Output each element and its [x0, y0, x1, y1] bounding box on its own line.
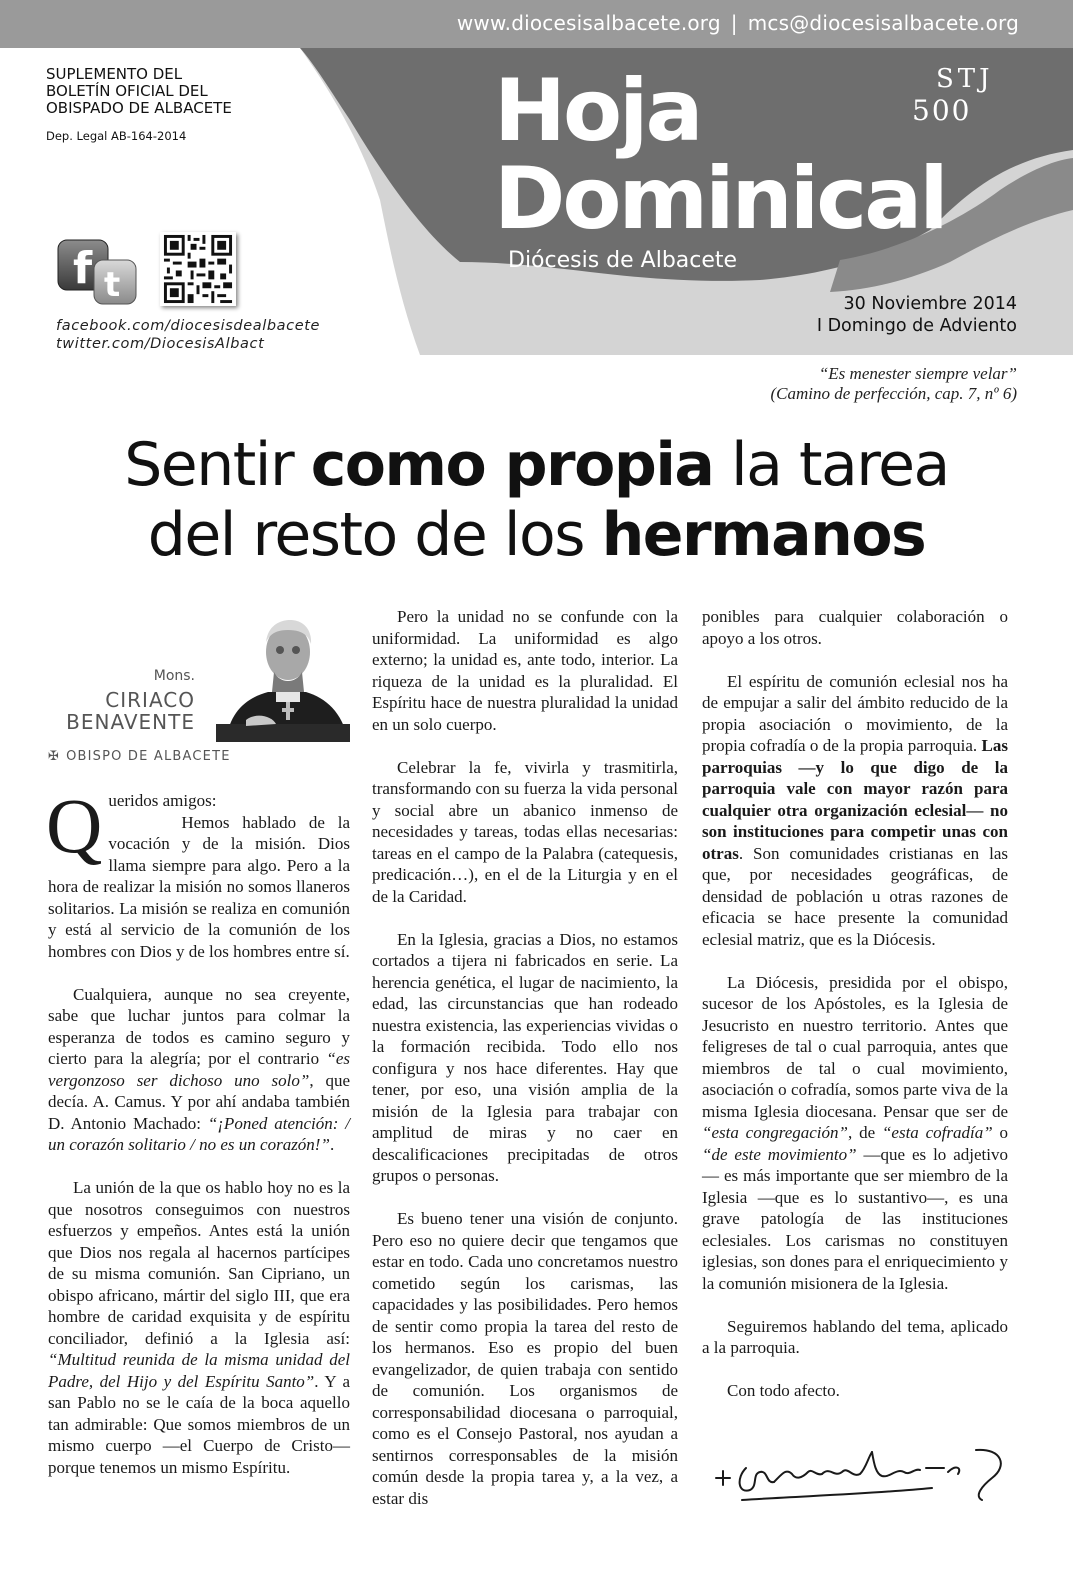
- contact-separator: |: [730, 11, 738, 35]
- paragraph-text: Cualquiera, aunque no sea creyente, sabe que luchar juntos para colmar la esperanza de todos es camino seguro y cierto para la alegría; por el contrario: [48, 984, 350, 1068]
- article-greeting: [46, 782, 350, 962]
- masthead-title-line2: Dominical: [494, 149, 946, 249]
- paragraph-text: Hemos hablado de la vocación y de la misión. Dios llama siempre para algo. Pero a la hora de realizar la misión no somos llaneros solitarios. La misión se realiza en comunión y está al servicio de la comunión de los hombres con Dios y de los hombres entre sí.: [48, 812, 350, 961]
- liturgical-day: I Domingo de Adviento: [816, 316, 1017, 336]
- paragraph-text: La Diócesis, presidida por el obispo, sucesor de los Apóstoles, es la Iglesia de Jesucristo en nuestro territorio. Antes que feligreses de tal o cual parroquia, antes que miembros de tal o cual movimiento, asociación o cofradía, somos parte viva de la misma Iglesia diocesana. Pensar que ser de: [702, 972, 1008, 1121]
- facebook-link[interactable]: facebook.com/diocesisdealbacete: [56, 318, 321, 334]
- quote-text: “de este movimiento”: [702, 1144, 857, 1164]
- svg-text:t: t: [104, 265, 121, 305]
- paragraph-text: . Son comunidades cristianas en las que, por necesidades geográficas, de densidad de población u otras razones de eficacia se hace presente la comunidad eclesial matriz, que es la Diócesis.: [702, 843, 1008, 949]
- stj-500-logo: [910, 64, 1016, 132]
- article-paragraph: En la Iglesia, gracias a Dios, no estamos cortados a tijera ni fabricados en serie. La herencia genética, el lugar de nacimiento, la edad, las circunstancias que han rodeado nuestra existencia, las experiencias vividas o la formación recibida. Todo ello nos configura y nos hace diferentes. Hay que tener, por eso, una visión amplia de la misión de la Iglesia para trabajar con amplitud de miras y no caer en descalificaciones precipitadas de otros grupos o personas.: [372, 929, 678, 1185]
- drop-cap: Q: [46, 782, 103, 869]
- article-paragraph: Seguiremos hablando del tema, aplicado a la parroquia.: [702, 1316, 1008, 1357]
- author-role: [48, 749, 231, 764]
- paragraph-text: La unión de la que os hablo hoy no es la que nosotros conseguimos con nuestros esfuerzos y empeños. Antes está la unión que Dios nos regala al hacernos partícipes de su misma comunión. San Cipriano, un obispo africano, mártir del siglo III, que era hombre de caridad exquisita y de espíritu conciliador, definió a la Iglesia así:: [48, 1178, 350, 1348]
- bishop-portrait-image: [216, 612, 350, 742]
- paragraph-text: . Y a san Pablo no se le caía de la boca aquello tan admirable: Que somos miembros de un mismo cuerpo —el Cuerpo de Cristo— porque tenemos un mismo Espíritu.: [48, 1371, 350, 1477]
- article-column-2: [372, 606, 678, 1531]
- qr-code-icon[interactable]: [160, 232, 236, 306]
- article-closing: Con todo afecto.: [727, 1381, 840, 1400]
- supplement-line: OBISPADO DE ALBACETE: [46, 99, 232, 117]
- headline-line1: [0, 430, 1073, 500]
- paragraph-text: , de: [847, 1123, 882, 1142]
- epigraph-quote: “Es menester siempre velar”: [818, 364, 1017, 383]
- headline-text: la tarea: [713, 430, 949, 500]
- article-paragraph-continued: ponibles para cualquier colaboración o apoyo a los otros.: [702, 607, 1008, 648]
- author-role-text: OBISPO DE ALBACETE: [66, 749, 231, 764]
- paragraph-text: , que decía. A. Camus. Y por ahí andaba también D. Antonio Machado:: [48, 1070, 350, 1133]
- headline-text: del resto de los: [147, 500, 602, 570]
- legal-deposit: Dep. Legal AB-164-2014: [46, 129, 187, 143]
- headline-line2: [0, 500, 1073, 570]
- quote-text: “esta congregación”: [702, 1123, 848, 1142]
- issue-date: 30 Noviembre 2014: [843, 294, 1017, 314]
- twitter-link[interactable]: twitter.com/DiocesisAlbact: [56, 336, 265, 352]
- headline-emphasis: hermanos: [601, 500, 926, 570]
- quote-text: “Multitud reunida de la misma unidad del Padre, del Hijo y del Espíritu Santo”: [48, 1350, 350, 1391]
- supplement-line: BOLETÍN OFICIAL DEL: [46, 82, 208, 100]
- emphasis-text: Las parroquias —y lo que digo de la parroquia vale con mayor razón para cualquier otra organización eclesial— no son instituciones para competir unas con otras: [702, 736, 1008, 863]
- paragraph-text: o: [992, 1123, 1009, 1142]
- article-paragraph: [702, 671, 1008, 951]
- paragraph-text: .: [329, 1135, 335, 1154]
- email-link[interactable]: mcs@diocesisalbacete.org: [747, 11, 1019, 35]
- article-paragraph: Es bueno tener una visión de conjunto. Pero eso no quiere decir que tengamos que estar en todo. Cada uno concretamos nuestro cometido según los carismas, las capacidades y las posibilidades. Pero hemos de sentir como propia la tarea del resto de los hermanos. Eso es propio del buen evangelizador, de quien trabaja con sentido de comunión. Los organismos de corresponsabilidad diocesana o parroquial, como es el Consejo Pastoral, nos ayudan a sentirnos corresponsables de la misión común desde la propia tarea y, a la vez, a estar dis: [372, 1209, 678, 1508]
- logo-line2: 500: [912, 94, 972, 127]
- masthead-title-line1: Hoja: [494, 61, 701, 161]
- author-name-last: BENAVENTE: [66, 710, 195, 734]
- article-paragraph: [48, 1177, 350, 1478]
- svg-text:f: f: [73, 243, 93, 294]
- greeting-text: ueridos amigos:: [108, 791, 217, 810]
- logo-line1: STJ: [936, 64, 994, 94]
- headline: [0, 430, 1073, 570]
- article-column-3: [702, 606, 1008, 1423]
- headline-emphasis: como propia: [310, 430, 714, 500]
- handwritten-signature: [712, 1438, 1012, 1508]
- article-column-1: [46, 782, 350, 1500]
- article-paragraph: Pero la unidad no se confunde con la uniformidad. La uniformidad es algo externo; la unidad es, ante todo, interior. La riqueza de la unidad es la pluralidad. El Espíritu hace de nuestra pluralidad la unidad en un solo cuerpo.: [372, 607, 678, 734]
- quote-text: “esta cofradía”: [881, 1123, 993, 1142]
- cross-icon: ✠: [48, 749, 61, 764]
- article-paragraph: [702, 972, 1008, 1295]
- supplement-note: [46, 66, 232, 117]
- paragraph-text: —que es lo adjetivo— es más importante que ser miembro de la Iglesia —que es lo sustantivo—, es una grave patología de las instituciones eclesiales. Los carismas no constituyen iglesias, son dones para el enriquecimiento y la comunión misionera de la Iglesia.: [702, 1144, 1008, 1293]
- author-prefix: Mons.: [153, 668, 195, 684]
- headline-text: Sentir: [124, 430, 311, 500]
- epigraph-source: (Camino de perfección, cap. 7, nº 6): [770, 384, 1017, 403]
- article-paragraph: [48, 984, 350, 1156]
- facebook-twitter-icon[interactable]: [56, 238, 140, 308]
- author-name-first: CIRIACO: [105, 688, 195, 712]
- supplement-line: SUPLEMENTO DEL: [46, 65, 183, 83]
- website-link[interactable]: www.diocesisalbacete.org: [456, 11, 721, 35]
- paragraph-text: El espíritu de comunión eclesial nos ha de empujar a salir del ámbito reducido de la propia asociación o movimiento, de la propia cofradía o de la propia parroquia.: [702, 671, 1008, 755]
- article-paragraph: Celebrar la fe, vivirla y trasmitirla, transformando con su fuerza la vida personal y social abre un abanico inmenso de necesidades y tareas, todas ellas necesarias: tareas en el campo de la Palabra (catequesis, predicación…), en el de la Liturgia y en el de la Caridad.: [372, 757, 678, 906]
- contact-line: [457, 11, 1019, 35]
- quote-text: “es vergonzoso ser dichoso uno solo”: [48, 1049, 350, 1090]
- quote-text: “¡Poned atención: / un corazón solitario / no es un corazón!”: [48, 1113, 350, 1154]
- epigraph: [770, 364, 1017, 404]
- diocese-name: Diócesis de Albacete: [508, 248, 738, 273]
